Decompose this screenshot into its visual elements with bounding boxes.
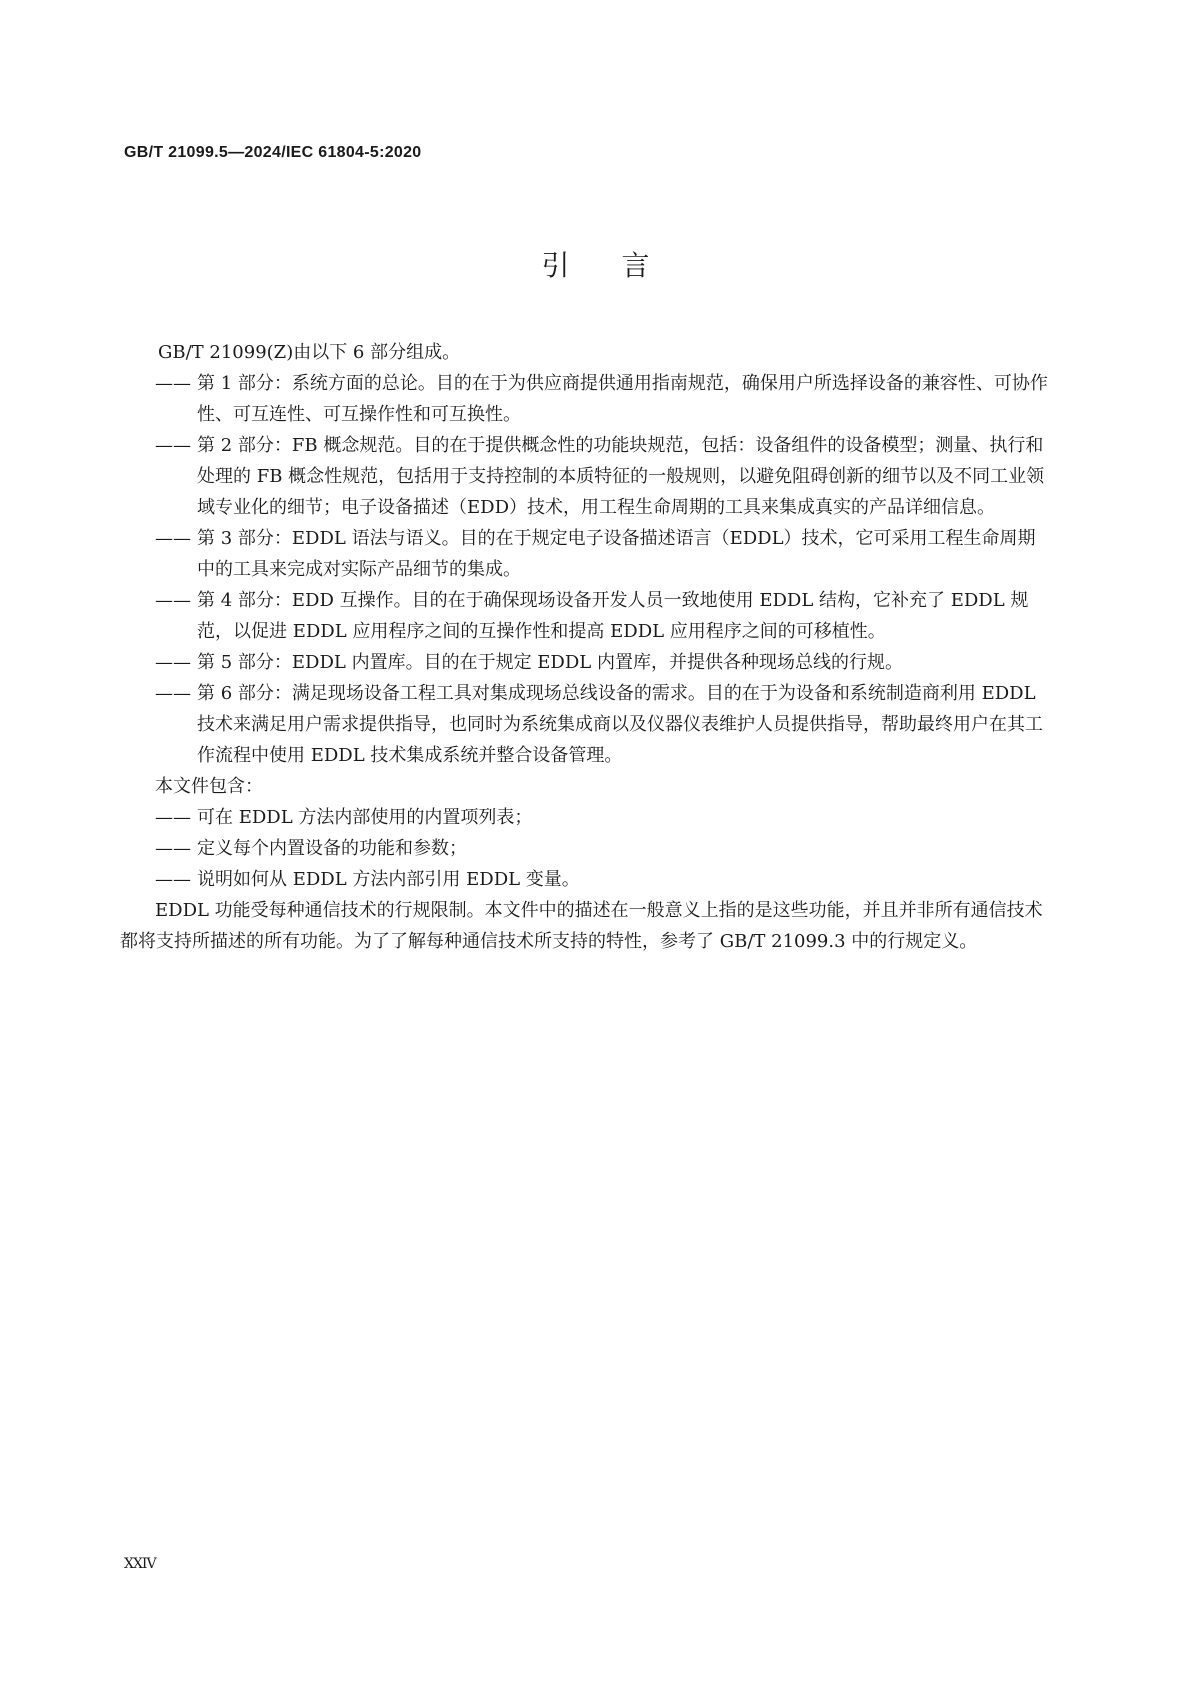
part-2-text: 第 2 部分：FB 概念规范。目的在于提供概念性的功能块规范，包括：设备组件的设备模型；测量、执行和处理的 FB 概念性规范，包括用于支持控制的本质特征的一般规则，以避免阻碍创新的细节以及不同工业领域专业化的细节；电子设备描述（EDD）技术，用工程生命周期的工具来集成真实的产品详细信息。 — [197, 435, 1045, 518]
dash-marker: —— — [155, 373, 191, 394]
document-body — [120, 337, 1051, 957]
dash-marker: —— — [155, 652, 191, 673]
contains-item-2: 定义每个内置设备的功能和参数； — [197, 838, 467, 859]
part-3-text: 第 3 部分：EDDL 语法与语义。目的在于规定电子设备描述语言（EDDL）技术，它可采用工程生命周期中的工具来完成对实际产品细节的集成。 — [197, 528, 1036, 580]
dash-marker: —— — [155, 435, 191, 456]
part-4-text: 第 4 部分：EDD 互操作。目的在于确保现场设备开发人员一致地使用 EDDL 结构，它补充了 EDDL 规范，以促进 EDDL 应用程序之间的互操作性和提高 EDDL 应用程序之间的可移植性。 — [197, 590, 1029, 642]
page-title: 引言 — [541, 249, 702, 282]
contains-item-3: 说明如何从 EDDL 方法内部引用 EDDL 变量。 — [197, 869, 580, 890]
dash-marker: —— — [155, 683, 191, 704]
list-item — [155, 647, 1051, 678]
list-item — [155, 585, 1051, 647]
dash-marker: —— — [155, 838, 191, 859]
dash-marker: —— — [155, 528, 191, 549]
contains-item-1: 可在 EDDL 方法内部使用的内置项列表； — [197, 807, 533, 828]
list-item — [155, 368, 1051, 430]
closing-paragraph: EDDL 功能受每种通信技术的行规限制。本文件中的描述在一般意义上指的是这些功能，并且并非所有通信技术都将支持所描述的所有功能。为了了解每种通信技术所支持的特性，参考了 GB/T 21099.3 中的行规定义。 — [120, 900, 1043, 952]
part-5-text: 第 5 部分：EDDL 内置库。目的在于规定 EDDL 内置库，并提供各种现场总线的行规。 — [197, 652, 903, 673]
list-item — [155, 833, 1051, 864]
list-item — [155, 430, 1051, 523]
dash-marker: —— — [155, 590, 191, 611]
list-item — [155, 802, 1051, 833]
document-number: GB/T 21099.5—2024/IEC 61804-5:2020 — [124, 144, 422, 161]
contains-intro: 本文件包含： — [155, 776, 263, 797]
dash-marker: —— — [155, 807, 191, 828]
dash-marker: —— — [155, 869, 191, 890]
part-1-text: 第 1 部分：系统方面的总论。目的在于为供应商提供通用指南规范，确保用户所选择设备的兼容性、可协作性、可互连性、可互操作性和可互换性。 — [197, 373, 1048, 425]
intro-line: GB/T 21099(Z)由以下 6 部分组成。 — [158, 342, 461, 363]
list-item — [155, 678, 1051, 771]
list-item — [155, 523, 1051, 585]
page-number: XXIV — [124, 1556, 156, 1572]
part-6-text: 第 6 部分：满足现场设备工程工具对集成现场总线设备的需求。目的在于为设备和系统制造商利用 EDDL 技术来满足用户需求提供指导，也同时为系统集成商以及仪器仪表维护人员提供指导，帮助最终用户在其工作流程中使用 EDDL 技术集成系统并整合设备管理。 — [197, 683, 1043, 766]
list-item — [155, 864, 1051, 895]
